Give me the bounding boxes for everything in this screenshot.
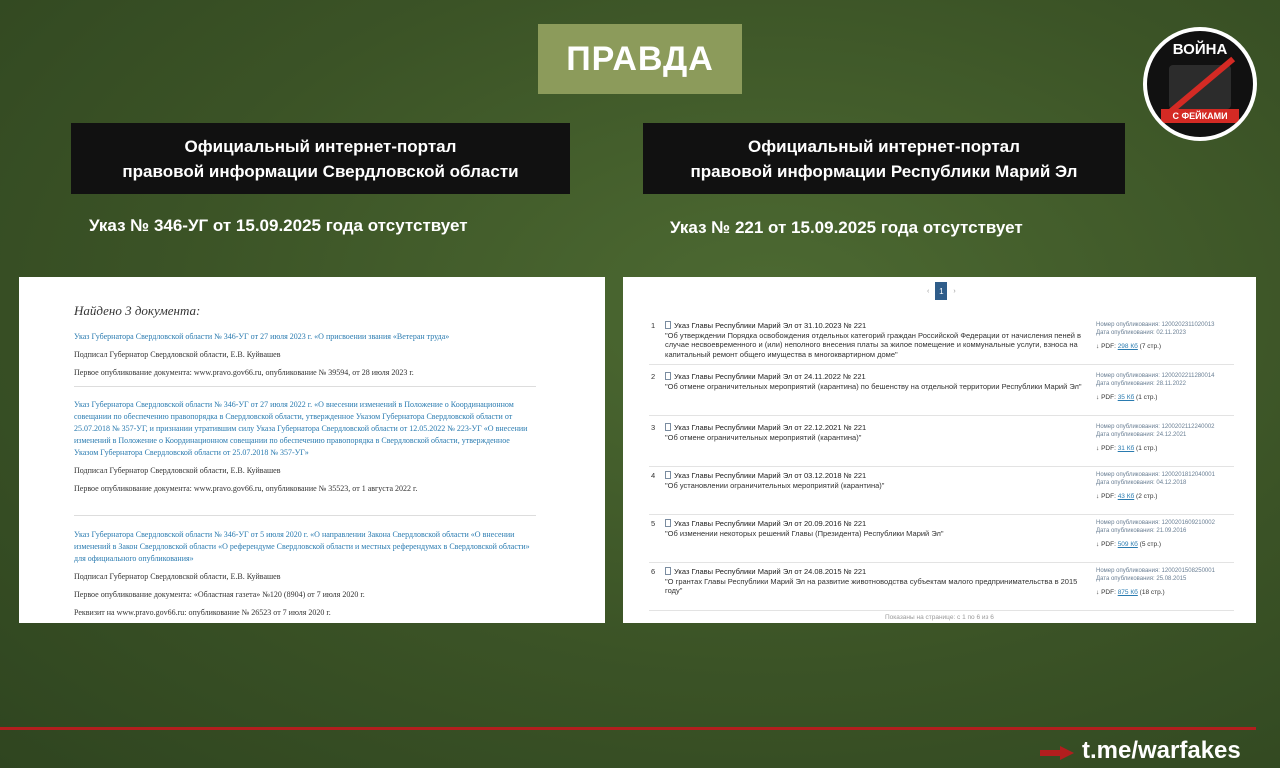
document-icon [665,423,671,431]
results-count: Найдено 3 документа: [74,303,201,318]
pdf-label: PDF: [1101,493,1116,500]
truth-badge: ПРАВДА [538,24,742,94]
result-signed: Подписал Губернатор Свердловской области, Е.В. Куйвашев [74,572,281,581]
row-meta [1096,471,1236,501]
row-meta [1096,423,1236,453]
pdf-download-link[interactable]: 35 Кб [1117,394,1135,401]
pdf-info: ↓ PDF: 43 Кб (2 стр.) [1096,493,1158,500]
list-item [649,467,1234,515]
war-on-fakes-logo [1143,27,1257,141]
row-body [665,372,1093,391]
right-caption: Указ № 221 от 15.09.2025 года отсутствует [670,218,1023,237]
pdf-pages: (1 стр.) [1136,394,1158,401]
row-description: "О грантах Главы Республики Марий Эл на развитие животноводства субъектам малого предпринимательства в 2015 году" [665,576,1078,595]
result-publication: Первое опубликование документа: «Областная газета» №120 (8904) от 7 июля 2020 г. [74,590,365,599]
pdf-download-link[interactable]: 31 Кб [1117,445,1135,452]
page-1-button[interactable]: 1 [935,282,947,300]
pdf-pages: (7 стр.) [1139,343,1162,350]
result-requisite: Реквизит на www.pravo.gov66.ru: опубликование № 26523 от 7 июля 2020 г. [74,608,331,617]
pdf-label: PDF: [1101,541,1116,548]
pdf-pages: (2 стр.) [1136,493,1158,500]
logo-bottom-text: С ФЕЙКАМИ [1161,109,1239,123]
portal-label-line1: Официальный интернет-портал [748,136,1020,156]
document-icon [665,321,671,329]
row-title[interactable]: Указ Главы Республики Марий Эл от 20.09.2016 № 221 [674,519,867,528]
result-link[interactable]: Указ Губернатора Свердловской области № 346-УГ от 27 июля 2022 г. «О внесении изменений в Положение о Координационном совещании по обеспечению правопорядка в Свердловской области, утвержденное Указом Губернатора Свердловской области от 25.07.2018 № 357-УГ, и признании утратившим силу Указа Губернатора Свердловской области от 12.05.2022 № 223-УГ «О внесении изменений в Положение о Координационном совещании по обеспечению правопорядка в Свердловской области, утвержденное Указом Губернатора Свердловской области от 25.07.2018 № 357-УГ» [74,400,528,457]
row-body [665,471,1093,490]
publication-number: Номер опубликования: 1200202112240002 [1096,424,1215,430]
row-number: 3 [651,423,656,432]
row-meta [1096,519,1236,549]
pdf-download-link[interactable]: 298 Кб [1117,343,1138,350]
next-page-button[interactable]: › [953,287,956,295]
result-link[interactable]: Указ Губернатора Свердловской области № 346-УГ от 5 июля 2020 г. «О направлении Закона Свердловской области «О внесении изменений в Закон Свердловской области «О референдуме Свердловской области и местных референдумах в Свердловской области» для официального опубликования» [74,530,530,563]
row-number: 5 [651,519,656,528]
search-result [74,529,536,619]
document-icon [665,471,671,479]
row-title[interactable]: Указ Главы Республики Марий Эл от 31.10.2023 № 221 [674,321,867,330]
publication-date: Дата опубликования: 25.08.2015 [1096,576,1187,582]
pdf-pages: (18 стр.) [1139,589,1165,596]
result-signed: Подписал Губернатор Свердловской области, Е.В. Куйвашев [74,466,281,475]
pagination [927,282,956,300]
result-link[interactable]: Указ Губернатора Свердловской области № 346-УГ от 27 июля 2023 г. «О присвоении звания «Ветеран труда» [74,332,450,341]
row-body [665,519,1093,538]
pdf-pages: (5 стр.) [1139,541,1162,548]
row-meta [1096,372,1236,402]
pdf-label: PDF: [1101,343,1116,350]
search-result [74,331,536,379]
sverdlovsk-search-screenshot [19,277,605,623]
left-caption: Указ № 346-УГ от 15.09.2025 года отсутствует [89,216,468,235]
result-publication: Первое опубликование документа: www.pravo.gov66.ru, опубликование № 35523, от 1 августа 2022 г. [74,484,418,493]
pdf-info: ↓ PDF: 31 Кб (1 стр.) [1096,445,1158,452]
logo-emblem [1147,31,1253,137]
pdf-info: ↓ PDF: 35 Кб (1 стр.) [1096,394,1158,401]
portal-label-line2: правовой информации Свердловской области [122,161,519,181]
publication-date: Дата опубликования: 28.11.2022 [1096,381,1186,387]
results-summary: Показаны на странице: с 1 по 6 из 6 [885,614,994,621]
list-item [649,317,1234,365]
list-item [649,419,1234,467]
row-description: "Об отмене ограничительных мероприятий (карантина)" [665,432,862,442]
pdf-pages: (1 стр.) [1136,445,1158,452]
result-publication: Первое опубликование документа: www.pravo.gov66.ru, опубликование № 39594, от 28 июля 2023 г. [74,368,414,377]
row-number: 6 [651,567,656,576]
publication-number: Номер опубликования: 1200202211280014 [1096,373,1215,379]
pdf-info: ↓ PDF: 875 Кб (18 стр.) [1096,589,1165,596]
pdf-info: ↓ PDF: 509 Кб (5 стр.) [1096,541,1162,548]
row-number: 1 [651,321,656,330]
list-item [649,515,1234,563]
row-description: "Об утверждении Порядка освобождения отдельных категорий граждан Российской Федерации от начисления пеней в случае несвоевременного и (или) неполного внесения платы за жилое помещение и коммунальные услуги, взноса на капитальный ремонт общего имущества в многоквартирном доме" [665,330,1082,359]
pdf-info: ↓ PDF: 298 Кб (7 стр.) [1096,343,1162,350]
pdf-label: PDF: [1101,394,1116,401]
row-meta [1096,567,1236,597]
search-result [74,399,536,495]
row-body [665,423,1093,442]
arrow-right-icon [1040,746,1074,760]
row-description: "Об отмене ограничительных мероприятий (карантина) по бешенству на отдельной территории Республики Марий Эл" [665,381,1082,391]
publication-date: Дата опубликования: 02.11.2023 [1096,330,1186,336]
publication-date: Дата опубликования: 24.12.2021 [1096,432,1187,438]
divider [74,386,536,387]
prev-page-button[interactable]: ‹ [927,287,930,295]
publication-date: Дата опубликования: 21.09.2016 [1096,528,1187,534]
footer-divider [0,727,1256,730]
row-title[interactable]: Указ Главы Республики Марий Эл от 24.11.2022 № 221 [674,372,866,381]
publication-number: Номер опубликования: 1200201609210002 [1096,520,1215,526]
portal-label-line1: Официальный интернет-портал [184,136,457,156]
row-body [665,567,1093,596]
row-number: 2 [651,372,656,381]
divider [74,515,536,516]
publication-date: Дата опубликования: 04.12.2018 [1096,480,1187,486]
publication-number: Номер опубликования: 1200201508250001 [1096,568,1215,574]
document-icon [665,567,671,575]
pdf-download-link[interactable]: 509 Кб [1117,541,1138,548]
row-description: "Об изменении некоторых решений Главы (Президента) Республики Марий Эл" [665,528,944,538]
row-description: "Об установлении ограничительных мероприятий (карантина)" [665,480,885,490]
document-icon [665,519,671,527]
sverdlovsk-portal-label [71,123,570,194]
list-item [649,368,1234,416]
mari-el-portal-label [643,123,1125,194]
logo-top-text: ВОЙНА [1172,41,1228,58]
pdf-label: PDF: [1101,589,1116,596]
row-number: 4 [651,471,656,480]
row-title[interactable]: Указ Главы Республики Марий Эл от 22.12.2021 № 221 [674,423,867,432]
row-meta [1096,321,1236,351]
publication-number: Номер опубликования: 1200202311020013 [1096,322,1215,328]
pdf-download-link[interactable]: 43 Кб [1117,493,1135,500]
row-body [665,321,1093,359]
document-icon [665,372,671,380]
pdf-label: PDF: [1101,445,1116,452]
pdf-download-link[interactable]: 875 Кб [1117,589,1138,596]
row-title[interactable]: Указ Главы Республики Марий Эл от 24.08.2015 № 221 [674,567,867,576]
list-item [649,563,1234,611]
mari-el-search-screenshot [623,277,1256,623]
publication-number: Номер опубликования: 1200201812040001 [1096,472,1215,478]
portal-label-line2: правовой информации Республики Марий Эл [690,161,1078,181]
telegram-link[interactable]: t.me/warfakes [1082,737,1241,764]
result-signed: Подписал Губернатор Свердловской области, Е.В. Куйвашев [74,350,281,359]
row-title[interactable]: Указ Главы Республики Марий Эл от 03.12.2018 № 221 [674,471,867,480]
